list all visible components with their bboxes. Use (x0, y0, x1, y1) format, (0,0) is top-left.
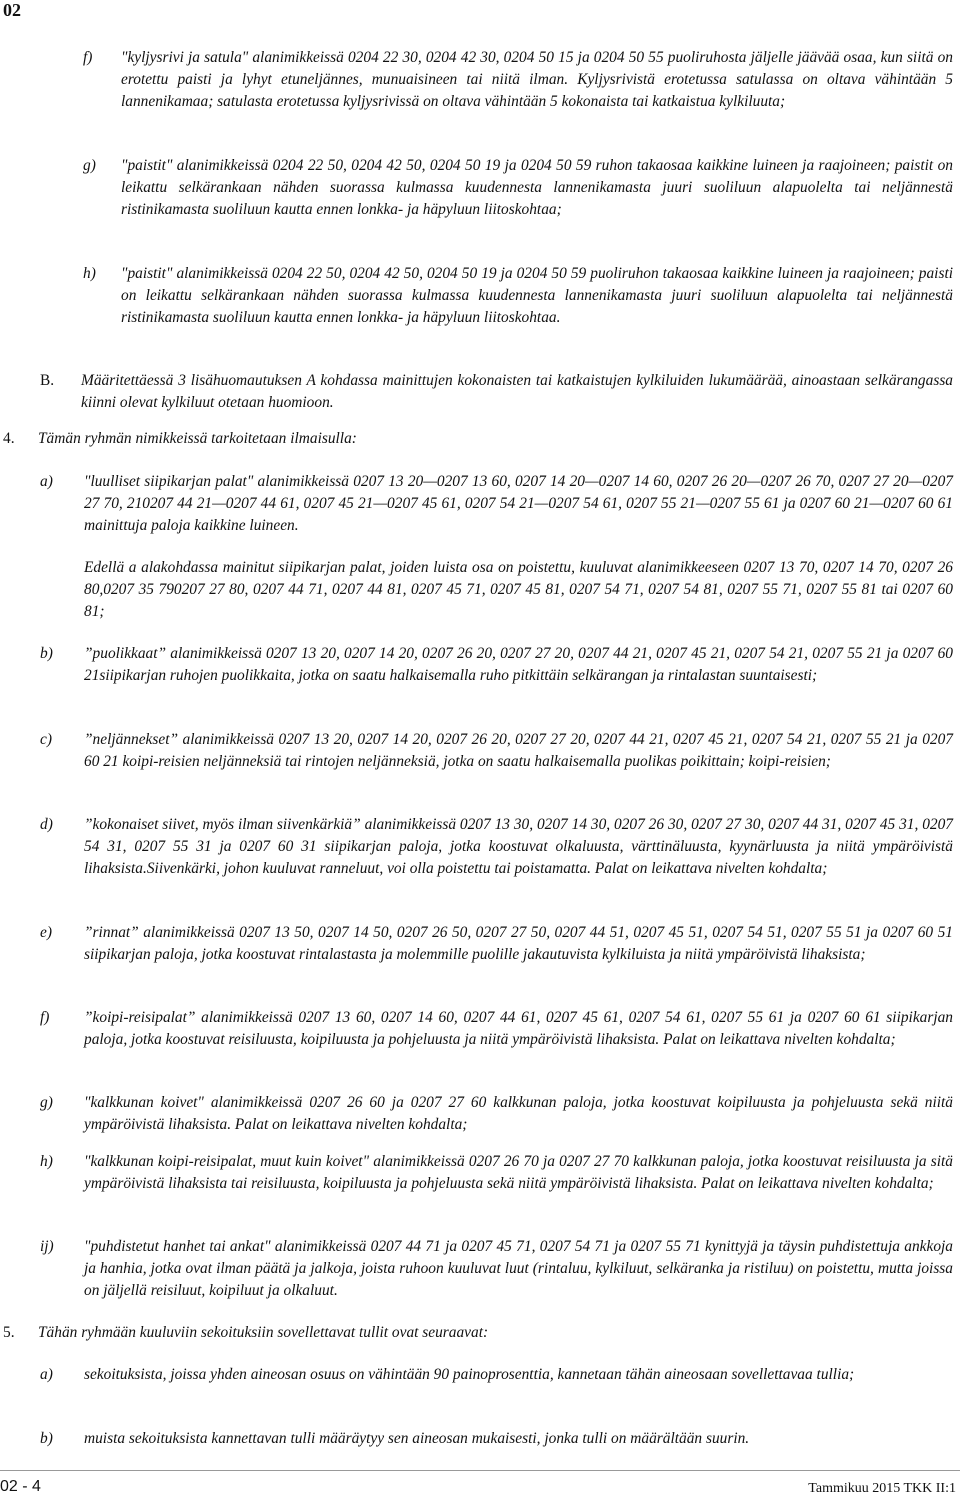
item-label: B. (40, 372, 55, 389)
item-label: c) (40, 731, 52, 748)
item-label: b) (40, 645, 53, 662)
item-label: g) (83, 157, 96, 174)
item-text: muista sekoituksista kannettavan tulli määräytyy sen aineosan mukaisesti, jonka tulli on määrältään suurin. (84, 1430, 750, 1447)
item-text: "kalkkunan koipi-reisipalat, muut kuin koivet" alanimikkeissä 0207 26 70 ja 0207 27 70 kalkkunan paloja, jotka koostuvat reisiluusta ja sitä ympäröivistä lihaksista tai reisiluusta, koipiluusta ja pohjeluusta sekä niitä ympäröivistä lihaksista. Palat on leikattava nivelten kohdalta; (84, 1153, 953, 1192)
item-text: "paistit" alanimikkeissä 0204 22 50, 0204 42 50, 0204 50 19 ja 0204 50 59 puoliruhon takaosaa kaikkine luineen ja raajoineen; paisti on leikattu selkärankaan nähden suorassa kulmassa kuudennesta lannenikamasta juuri suoliluun alapuolelta tai neljännestä ristinikamasta suoliluun kautta ennen lonkka- ja häpyluun liitoskohtaa. (121, 265, 953, 326)
item-text: "paistit" alanimikkeissä 0204 22 50, 0204 42 50, 0204 50 19 ja 0204 50 59 ruhon takaosaa kaikkine luineen ja raajoineen; paistit on leikattu selkärankaan nähden suorassa kulmassa kuudennesta lannenikamasta juuri suoliluun alapuolelta tai neljännestä ristinikamasta suoliluun kautta ennen lonkka- ja häpyluun liitoskohtaa; (121, 157, 953, 218)
item-label: f) (83, 49, 93, 66)
item-label: e) (40, 924, 52, 941)
item-text: Tämän ryhmän nimikkeissä tarkoitetaan ilmaisulla: (38, 430, 357, 447)
item-text: ”kokonaiset siivet, myös ilman siivenkärkiä” alanimikkeissä 0207 13 30, 0207 14 30, 0207 26 30, 0207 27 30, 0207 44 31, 0207 45 31, 0207 54 31, 0207 55 31 ja 0207 60 31 siipikarjan paloja, jotka koostuvat olkaluusta, värttinäluusta, kyynärluusta ja niitä ympäröivistä lihaksista.Siivenkärki, johon kuuluvat ranneluut, voi olla poistettu tai poistamatta. Palat on leikattava nivelten kohdalta; (84, 816, 953, 877)
item-label: h) (83, 265, 96, 282)
item-label: ij) (40, 1238, 54, 1255)
item-label: b) (40, 1430, 53, 1447)
footer-date: Tammikuu 2015 TKK II:1 (808, 1481, 956, 1496)
item-text: sekoituksista, joissa yhden aineosan osuus on vähintään 90 painoprosenttia, kannetaan tähän aineosaan sovellettavaa tullia; (84, 1366, 855, 1383)
item-text: ”rinnat” alanimikkeissä 0207 13 50, 0207 14 50, 0207 26 50, 0207 27 50, 0207 44 51, 0207 45 51, 0207 54 51, 0207 55 51 ja 0207 60 51 siipikarjan paloja, jotka koostuvat rintalastasta ja molemmille puolille jakautuvista kylkiluista ja niitä ympäröivistä lihaksista; (84, 924, 953, 963)
item-text: ”neljännekset” alanimikkeissä 0207 13 20, 0207 14 20, 0207 26 20, 0207 27 20, 0207 44 21, 0207 45 21, 0207 54 21, 0207 55 21 ja 0207 60 21 koipi-reisien neljänneksiä tai rintojen neljänneksiä, jotka on saatu halkaisemalla puolikas poikittain; koipi-reisien; (84, 731, 953, 770)
footer-divider (0, 1470, 960, 1471)
item-label: f) (40, 1009, 50, 1026)
item-label: h) (40, 1153, 53, 1170)
item-label: d) (40, 816, 53, 833)
item-text: "puhdistetut hanhet tai ankat" alanimikkeissä 0207 44 71 ja 0207 45 71, 0207 54 71 ja 0207 55 71 kynittyjä ja täysin puhdistettuja ankkoja ja hanhia, jotka ovat ilman päätä ja jalkoja, joista ruhoon kuuluvat luut (rintaluu, kylkiluut, selkäranka ja ristiluu) on poistettu, mutta joissa on jäljellä reisiluut, koipiluut ja olkaluut. (84, 1238, 953, 1299)
item-text: Tähän ryhmään kuuluviin sekoituksiin sovellettavat tullit ovat seuraavat: (38, 1324, 489, 1341)
item-text: "kalkkunan koivet" alanimikkeissä 0207 26 60 ja 0207 27 60 kalkkunan paloja, jotka koostuvat koipiluusta ja pohjeluusta sekä niitä ympäröivistä lihaksista. Palat on leikattava nivelten kohdalta; (84, 1094, 953, 1133)
item-label: a) (40, 1366, 53, 1383)
item-text: "luulliset siipikarjan palat" alanimikkeissä 0207 13 20—0207 13 60, 0207 14 20—0207 14 60, 0207 26 20—0207 26 70, 0207 27 20—0207 27 70, 210207 44 21—0207 44 61, 0207 45 21—0207 45 61, 0207 54 21—0207 54 61, 0207 55 21—0207 55 61 ja 0207 60 21—0207 60 61 mainittuja paloja kaikkine luineen. (84, 473, 953, 534)
page-code: 02 (3, 0, 21, 20)
item-text: Määritettäessä 3 lisähuomautuksen A kohdassa mainittujen kokonaisten tai katkaistujen kylkiluiden lukumäärää, ainoastaan selkärangassa kiinni olevat kylkiluut otetaan huomioon. (81, 372, 953, 411)
item-label: 5. (3, 1324, 15, 1341)
item-text: ”koipi-reisipalat” alanimikkeissä 0207 13 60, 0207 14 60, 0207 44 61, 0207 45 61, 0207 54 61, 0207 55 61 ja 0207 60 61 siipikarjan paloja, jotka koostuvat reisiluusta, koipiluusta ja pohjeluusta ja niitä ympäröivistä lihaksista. Palat on leikattava nivelten kohdalta; (84, 1009, 953, 1048)
item-text: ”puolikkaat” alanimikkeissä 0207 13 20, 0207 14 20, 0207 26 20, 0207 27 20, 0207 44 21, 0207 45 21, 0207 54 21, 0207 55 21 ja 0207 60 21siipikarjan ruhojen puolikkaita, jotka on saatu halkaisemalla ruho pitkittäin selkärangan ja rintalastan suuntaisesti; (84, 645, 953, 684)
item-label: a) (40, 473, 53, 490)
item-label: g) (40, 1094, 53, 1111)
item-text: Edellä a alakohdassa mainitut siipikarjan palat, joiden luista osa on poistettu, kuuluvat alanimikkeeseen 0207 13 70, 0207 14 70, 0207 26 80,0207 35 790207 27 80, 0207 44 71, 0207 44 81, 0207 45 71, 0207 45 81, 0207 54 71, 0207 54 81, 0207 55 71, 0207 55 81 tai 0207 60 81; (84, 559, 953, 620)
item-label: 4. (3, 430, 15, 447)
item-text: "kyljysrivi ja satula" alanimikkeissä 0204 22 30, 0204 42 30, 0204 50 15 ja 0204 50 55 puoliruhosta jäljelle jäävää osaa, kun siitä on erotettu paisti ja lyhyt etuneljännes, munuaisineen tai niitä ilman. Kyljysrivistä erotetussa satulassa on oltava vähintään 5 lannenikamaa; satulasta erotetussa kyljysrivissä on oltava vähintään 5 kokonaista tai katkaistua kylkiluuta; (121, 49, 953, 110)
footer-page-number: 02 - 4 (0, 1478, 41, 1495)
